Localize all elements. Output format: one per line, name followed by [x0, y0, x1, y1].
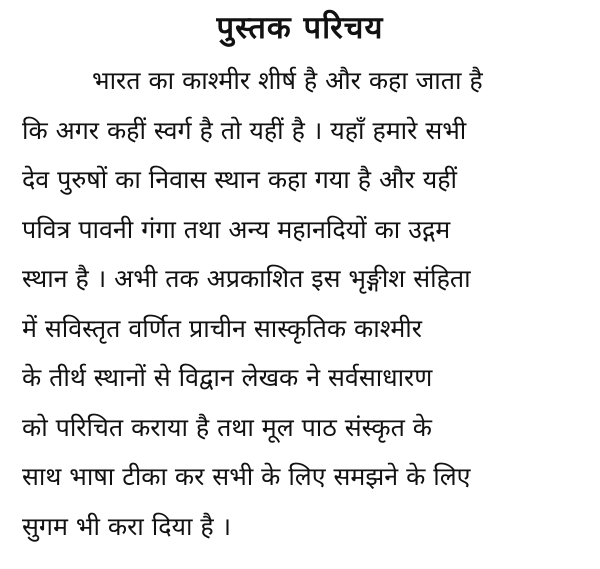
paragraph-line-1: भारत का काश्मीर शीर्ष है और कहा जाता है — [92, 66, 483, 95]
paragraph-line-6: में सविस्तृत वर्णित प्राचीन सास्कृतिक काश्मीर — [22, 313, 422, 343]
paragraph-line-2: कि अगर कहीं स्वर्ग है तो यहीं है । यहाँ हमारे सभी — [22, 115, 467, 145]
paragraph-line-9: साथ भाषा टीका कर सभी के लिए समझने के लिए — [22, 462, 471, 491]
paragraph-line-7: के तीर्थ स्थानों से विद्वान लेखक ने सर्वसाधारण — [22, 363, 433, 392]
paragraph-line-4: पवित्र पावनी गंगा तथा अन्य महानदियों का उद्गम — [22, 214, 451, 244]
introduction-paragraph — [22, 56, 588, 551]
paragraph-line-3: देव पुरुषों का निवास स्थान कहा गया है और यहीं — [22, 165, 457, 194]
paragraph-line-5: स्थान है । अभी तक अप्रकाशित इस भृङ्गीश संहिता — [22, 264, 471, 293]
document-title: पुस्तक परिचय — [216, 10, 384, 46]
paragraph-line-8: को परिचित कराया है तथा मूल पाठ संस्कृत के — [22, 412, 432, 442]
paragraph-line-10: सुगम भी करा दिया है । — [22, 511, 232, 541]
